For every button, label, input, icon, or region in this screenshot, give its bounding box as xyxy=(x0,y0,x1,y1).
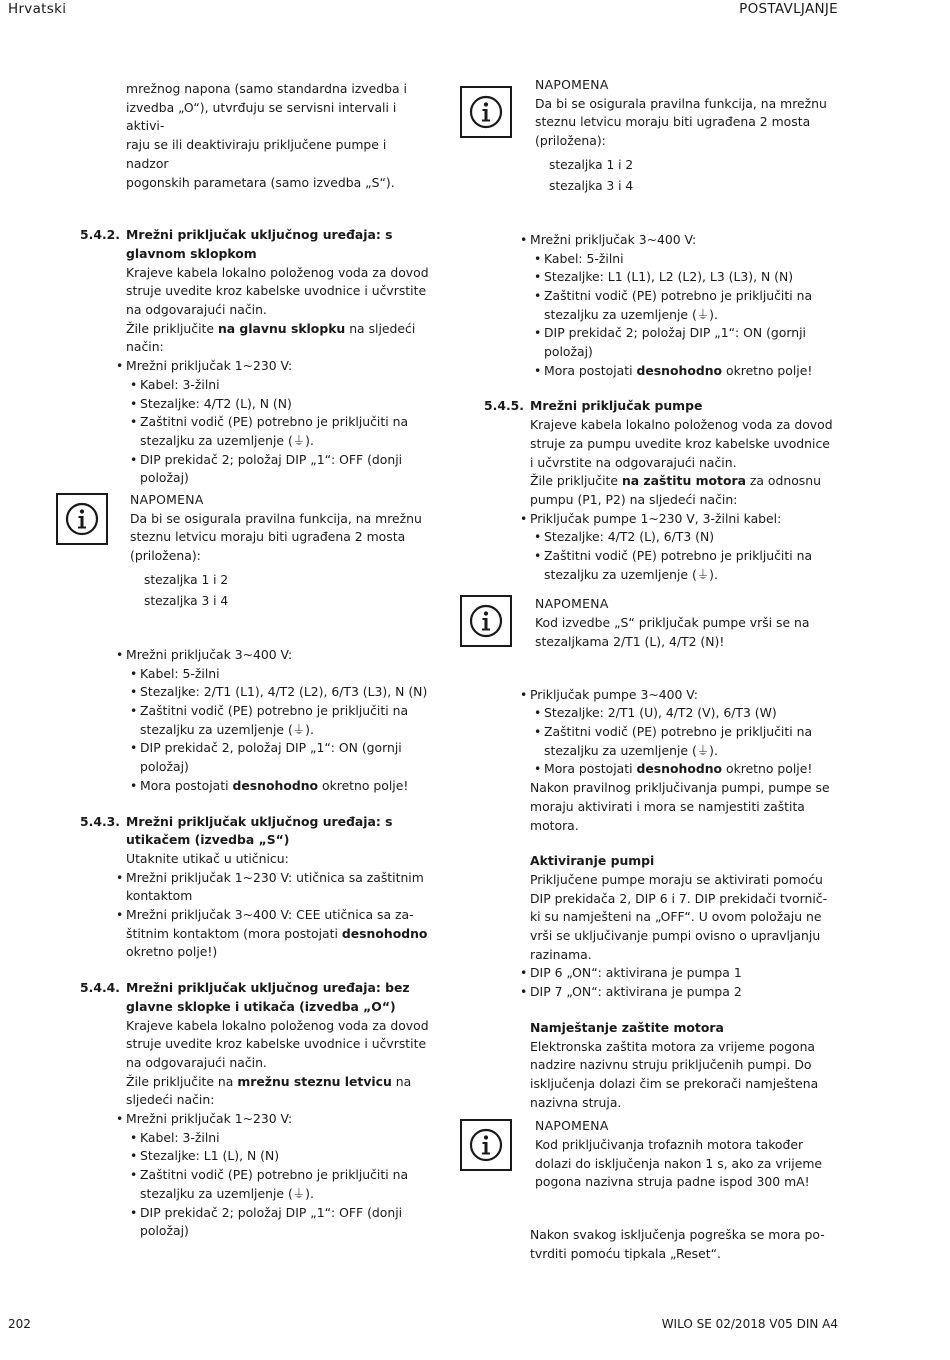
dip-list xyxy=(520,964,836,1001)
paragraph: Žile priključite na mrežnu steznu letvicu na sljedeći način: xyxy=(126,1073,412,1108)
section-5-4-5 xyxy=(484,397,836,509)
section-5-4-3 xyxy=(80,813,430,869)
list-item: • Mrežni priključak 1~230 V: • Kabel: 3-žilni • Stezaljke: L1 (L), N (N) • Zaštitni vodič (PE) potrebno je priključiti na stezaljku za uzemljenje (⏚). • DIP prekidač 2; položaj DIP „1“: OFF (donji položaj) xyxy=(116,1110,430,1241)
list-item: stezaljka 1 i 2 xyxy=(144,572,229,587)
list-item: • Priključak pumpe 1~230 V, 3-žilni kabel: • Stezaljke: 4/T2 (L), 6/T3 (N) • Zaštitni vodič (PE) potrebno je priključiti na stezaljku za uzemljenje (⏚). xyxy=(520,510,836,585)
header-chapter: POSTAVLJANJE xyxy=(739,1,838,17)
section-title: Mrežni priključak uključnog uređaja: s glavnom sklopkom xyxy=(126,227,393,261)
note-text: Kod priključivanja trofaznih motora također dolazi do isključenja nakon 1 s, ako za vrijeme pogona nazivna struja padne ispod 300 mA! xyxy=(535,1137,823,1190)
pump-list xyxy=(520,510,836,585)
paragraph: Elektronska zaštita motora za vrijeme pogona nadzire nazivnu struju priključenih pumpi. Do isključenja dolazi čim se prekorači namještena nazivna struja. xyxy=(530,1038,819,1110)
mains-list xyxy=(116,357,430,488)
header-language: Hrvatski xyxy=(8,1,67,17)
subheading: Namještanje zaštite motora xyxy=(530,1019,724,1035)
sub-list xyxy=(530,704,836,779)
note-list xyxy=(130,570,430,612)
list-item: • Zaštitni vodič (PE) potrebno je priključiti na stezaljku za uzemljenje (⏚). xyxy=(530,287,836,324)
list-item: • DIP prekidač 2; položaj DIP „1“: ON (gornji položaj) xyxy=(530,324,836,361)
paragraph: Krajeve kabela lokalno položenog voda za dovod struje uvedite kroz kabelske uvodnice i učvrstite na odgovarajući način. xyxy=(126,1017,429,1070)
paragraph: Priključene pumpe moraju se aktivirati pomoću DIP prekidača 2, DIP 6 i 7. DIP prekidači tvornič-ki su namješteni na „OFF“. U ovom položaju ne vrši se uključivanje pumpi ovisno o upravljanju razinama. xyxy=(530,871,828,962)
paragraph: Nakon svakog isključenja pogreška se mora po-tvrditi pomoću tipkala „Reset“. xyxy=(530,1227,825,1261)
note-text: Kod izvedbe „S“ priključak pumpe vrši se na stezaljkama 2/T1 (L), 4/T2 (N)! xyxy=(535,615,810,649)
socket-list xyxy=(116,869,430,963)
list-item: • Mrežni priključak 1~230 V: utičnica sa zaštitnim kontaktom xyxy=(116,869,430,906)
list-item: • Zaštitni vodič (PE) potrebno je priključiti na stezaljku za uzemljenje (⏚). xyxy=(126,413,430,450)
list-item: stezaljka 3 i 4 xyxy=(549,178,634,193)
section-number: 5.4.5. xyxy=(484,398,524,414)
list-item: stezaljka 3 i 4 xyxy=(144,593,229,608)
note-box xyxy=(484,595,836,651)
note-list xyxy=(535,155,836,197)
note-label: NAPOMENA xyxy=(130,492,204,508)
list-item: • Stezaljke: L1 (L), N (N) xyxy=(126,1147,430,1166)
sub-list xyxy=(530,528,836,584)
paragraph: Nakon pravilnog priključivanja pumpi, pumpe se moraju aktivirati i mora se namjestiti zaštita motora. xyxy=(530,780,830,833)
motor-block xyxy=(484,1019,836,1113)
list-item: • Zaštitni vodič (PE) potrebno je priključiti na stezaljku za uzemljenje (⏚). xyxy=(530,723,836,760)
intro-paragraph xyxy=(80,80,430,192)
list-item: • Zaštitni vodič (PE) potrebno je priključiti na stezaljku za uzemljenje (⏚). xyxy=(126,1166,430,1203)
list-item: • DIP prekidač 2, položaj DIP „1“: ON (gornji položaj) xyxy=(126,739,430,776)
list-item: • Stezaljke: 4/T2 (L), N (N) xyxy=(126,395,430,414)
section-number: 5.4.4. xyxy=(80,980,120,996)
page-number: 202 xyxy=(8,1317,31,1331)
section-title: Mrežni priključak pumpe xyxy=(530,398,703,414)
note-box xyxy=(130,491,430,612)
intro-line: pogonskih parametara (samo izvedba „S“). xyxy=(126,174,395,190)
section-number: 5.4.3. xyxy=(80,813,120,829)
sub-list xyxy=(126,1129,430,1241)
info-icon xyxy=(460,595,512,647)
section-number: 5.4.2. xyxy=(80,227,120,243)
right-column xyxy=(484,76,836,1264)
paragraph: Utaknite utikač u utičnicu: xyxy=(126,850,289,866)
list-item: • Mrežni priključak 3~400 V: CEE utičnica sa za-štitnim kontaktom (mora postojati desnohodno okretno polje!) xyxy=(116,906,430,962)
paragraph: Žile priključite na glavnu sklopku na sljedeći način: xyxy=(126,320,416,355)
note-label: NAPOMENA xyxy=(535,77,609,92)
list-item: • DIP 7 „ON“: aktivirana je pumpa 2 xyxy=(520,983,836,1002)
list-item: • DIP prekidač 2; položaj DIP „1“: OFF (donji položaj) xyxy=(126,451,430,488)
list-item: • Stezaljke: 2/T1 (L1), 4/T2 (L2), 6/T3 (L3), N (N) xyxy=(126,683,430,702)
note-box xyxy=(484,1117,836,1192)
pump-list xyxy=(520,686,836,780)
list-item: stezaljka 1 i 2 xyxy=(549,157,634,172)
section-5-4-4 xyxy=(80,979,430,1110)
paragraph: Žile priključite na zaštitu motora za odnosnu pumpu (P1, P2) na sljedeći način: xyxy=(530,473,821,507)
list-item: • Mora postojati desnohodno okretno polje! xyxy=(530,362,836,381)
intro-line: izvedba „O“), utvrđuju se servisni intervali i aktivi- xyxy=(126,99,397,134)
list-item: • Kabel: 5-žilni xyxy=(126,665,430,684)
list-item: • DIP prekidač 2; položaj DIP „1“: OFF (donji položaj) xyxy=(126,1204,430,1241)
sub-list xyxy=(126,376,430,488)
list-item: • Stezaljke: 4/T2 (L), 6/T3 (N) xyxy=(530,528,836,547)
activate-block xyxy=(484,852,836,964)
left-column xyxy=(80,80,430,1241)
mains-list xyxy=(116,646,430,796)
subheading: Aktiviranje pumpi xyxy=(530,853,655,869)
list-item: • Mora postojati desnohodno okretno polje! xyxy=(126,777,430,796)
list-item: • Mrežni priključak 1~230 V: • Kabel: 3-žilni • Stezaljke: 4/T2 (L), N (N) • Zaštitni vodič (PE) potrebno je priključiti na stezaljku za uzemljenje (⏚). • DIP prekidač 2; položaj DIP „1“: OFF (donji položaj) xyxy=(116,357,430,488)
paragraph: Krajeve kabela lokalno položenog voda za dovod struje za pumpu uvedite kroz kabelske uvodnice i učvrstite na odgovarajući način. xyxy=(530,417,833,470)
note-label: NAPOMENA xyxy=(535,1118,609,1134)
intro-line: mrežnog napona (samo standardna izvedba i xyxy=(126,81,407,96)
list-item: • Kabel: 3-žilni xyxy=(126,376,430,395)
list-item: • Kabel: 5-žilni xyxy=(530,250,836,269)
note-label: NAPOMENA xyxy=(535,596,609,612)
list-item: • Kabel: 3-žilni xyxy=(126,1129,430,1148)
document-reference: WILO SE 02/2018 V05 DIN A4 xyxy=(661,1317,838,1331)
list-item: • Priključak pumpe 3~400 V: • Stezaljke: 2/T1 (U), 4/T2 (V), 6/T3 (W) • Zaštitni vodič (PE) potrebno je priključiti na stezaljku za uzemljenje (⏚). • Mora postojati desnohodno okretno polje! xyxy=(520,686,836,780)
info-icon xyxy=(56,493,108,545)
sub-list xyxy=(126,665,430,796)
list-item: • Mrežni priključak 3~400 V: • Kabel: 5-žilni • Stezaljke: L1 (L1), L2 (L2), L3 (L3), N (N) • Zaštitni vodič (PE) potrebno je priključiti na stezaljku za uzemljenje (⏚). • DIP prekidač 2; položaj DIP „1“: ON (gornji položaj) • Mora postojati desnohodno okretno polje! xyxy=(520,231,836,381)
list-item: • DIP 6 „ON“: aktivirana je pumpa 1 xyxy=(520,964,836,983)
mains-list xyxy=(520,231,836,381)
list-item: • Zaštitni vodič (PE) potrebno je priključiti na stezaljku za uzemljenje (⏚). xyxy=(126,702,430,739)
section-title: Mrežni priključak uključnog uređaja: s utikačem (izvedba „S“) xyxy=(126,813,393,848)
list-item: • Mrežni priključak 3~400 V: • Kabel: 5-žilni • Stezaljke: 2/T1 (L1), 4/T2 (L2), 6/T3 (L3), N (N) • Zaštitni vodič (PE) potrebno je priključiti na stezaljku za uzemljenje (⏚). • DIP prekidač 2, položaj DIP „1“: ON (gornji položaj) • Mora postojati desnohodno okretno polje! xyxy=(116,646,430,796)
list-item: • Stezaljke: 2/T1 (U), 4/T2 (V), 6/T3 (W) xyxy=(530,704,836,723)
note-box xyxy=(484,76,836,197)
list-item: • Zaštitni vodič (PE) potrebno je priključiti na stezaljku za uzemljenje (⏚). xyxy=(530,547,836,584)
mains-list xyxy=(116,1110,430,1241)
intro-line: raju se ili deaktiviraju priključene pumpe i nadzor xyxy=(126,137,387,171)
list-item: • Stezaljke: L1 (L1), L2 (L2), L3 (L3), N (N) xyxy=(530,268,836,287)
note-text: Da bi se osigurala pravilna funkcija, na mrežnu steznu letvicu moraju biti ugrađena 2 mosta (priložena): xyxy=(130,510,422,564)
info-icon xyxy=(460,86,512,138)
sub-list xyxy=(530,250,836,381)
info-icon xyxy=(460,1119,512,1171)
section-5-4-2 xyxy=(80,226,430,357)
paragraph: Krajeve kabela lokalno položenog voda za dovod struje uvedite kroz kabelske uvodnice i učvrstite na odgovarajući način. xyxy=(126,264,429,318)
note-text: Da bi se osigurala pravilna funkcija, na mrežnu steznu letvicu moraju biti ugrađena 2 mosta (priložena): xyxy=(535,95,827,149)
list-item: • Mora postojati desnohodno okretno polje! xyxy=(530,760,836,779)
section-title: Mrežni priključak uključnog uređaja: bez glavne sklopke i utikača (izvedba „O“) xyxy=(126,980,410,1014)
